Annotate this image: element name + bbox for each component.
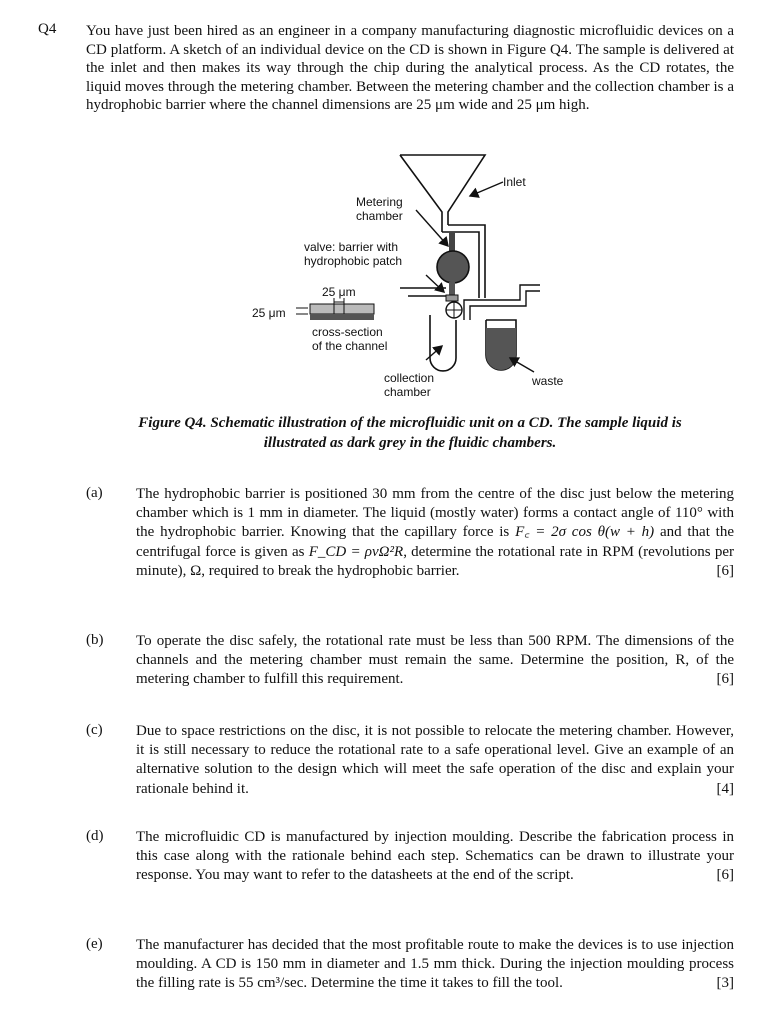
- part-c-text: Due to space restrictions on the disc, it is not possible to relocate the metering chamber. However, it is still necessary to reduce the rotational rate to a safe operational level. Give an example of an alternative solution to the design which will meet the safe operation of the disc and explain your rationale behind it.: [136, 723, 734, 797]
- part-b-text: To operate the disc safely, the rotational rate must be less than 500 RPM. The dimensions of the channels and the metering chamber must remain the same. Determine the position, R, of the metering chamber to fulfill this requirement.: [136, 633, 734, 688]
- part-text: [136, 936, 734, 994]
- label-collection-1: collection: [384, 371, 435, 385]
- label-valve-2: hydrophobic patch: [304, 254, 403, 268]
- question-number: Q4: [38, 21, 57, 37]
- label-valve-1: valve: barrier with: [304, 240, 399, 254]
- collection-chamber: [430, 315, 456, 371]
- label-metering-1: Metering: [356, 195, 403, 209]
- part-text: [136, 722, 734, 799]
- label-cross-1: cross-section: [312, 325, 383, 339]
- part-a-text-1: The hydrophobic barrier is positioned 30 mm from the centre of the disc just below the metering chamber which is 1 mm in diameter. The liquid (mostly water) forms a contact angle of 110° with the hydrophobic barrier. Knowing that the capillary force is: [136, 486, 734, 541]
- caption-line-1: Figure Q4. Schematic illustration of the microfluidic unit on a CD. The sample liquid is: [138, 415, 682, 431]
- part-text: [136, 632, 734, 690]
- marks: [4]: [716, 780, 734, 797]
- centrifugal-force-equation: F_CD = ρvΩ²R: [308, 543, 404, 560]
- channel-cross-section: [310, 304, 374, 314]
- part-label: (d): [86, 828, 104, 844]
- label-width: 25 μm: [322, 285, 356, 299]
- part-d-text: The microfluidic CD is manufactured by injection moulding. Describe the fabrication process in this case along with the rationale behind each step. Schematics can be drawn to illustrate your response. You may want to refer to the datasheets at the end of the script.: [136, 829, 734, 884]
- capillary-force-equation: F꜀ = 2σ cos θ(w + h): [515, 524, 655, 541]
- part-label: (c): [86, 722, 103, 738]
- part-a-text-3: , determine the rotational rate in RPM (revolutions per minute), Ω, required to break the hydrophobic barrier.: [136, 543, 734, 579]
- part-e-text: The manufacturer has decided that the most profitable route to make the devices is to use injection moulding. A CD is 150 mm in diameter and 1.5 mm thick. During the injection moulding process the filling rate is 55 cm³/sec. Determine the time it takes to fill the tool.: [136, 937, 734, 992]
- label-waste: waste: [532, 374, 564, 388]
- part-label: (a): [86, 485, 103, 501]
- caption-line-2: illustrated as dark grey in the fluidic chambers.: [263, 434, 557, 451]
- question-intro: You have just been hired as an engineer in a company manufacturing diagnostic microfluidic devices on a CD platform. A sketch of an individual device on the CD is shown in Figure Q4. The sample is delivered at the inlet and then makes its way through the chip during the analytical process. As the CD rotates, the liquid moves through the metering chamber. Between the metering chamber and the collection chamber is a hydrophobic barrier where the channel dimensions are 25 μm wide and 25 μm high.: [86, 23, 734, 114]
- part-a-text-2: and that the centrifugal force is given as: [136, 524, 734, 560]
- valve-patch: [446, 295, 458, 301]
- label-height: 25 μm: [252, 306, 286, 320]
- metering-chamber: [437, 251, 469, 283]
- marks: [6]: [716, 867, 734, 884]
- figure-caption: [86, 414, 734, 453]
- label-collection-2: chamber: [384, 385, 431, 399]
- marks: [6]: [716, 562, 734, 579]
- part-text: [136, 485, 734, 581]
- part-label: (e): [86, 936, 103, 952]
- label-inlet: Inlet: [503, 175, 526, 189]
- marks: [3]: [716, 975, 734, 992]
- marks: [6]: [716, 671, 734, 688]
- microfluidic-figure: [248, 150, 578, 410]
- part-label: (b): [86, 632, 104, 648]
- label-metering-2: chamber: [356, 209, 403, 223]
- label-cross-2: of the channel: [312, 339, 388, 353]
- part-text: [136, 828, 734, 886]
